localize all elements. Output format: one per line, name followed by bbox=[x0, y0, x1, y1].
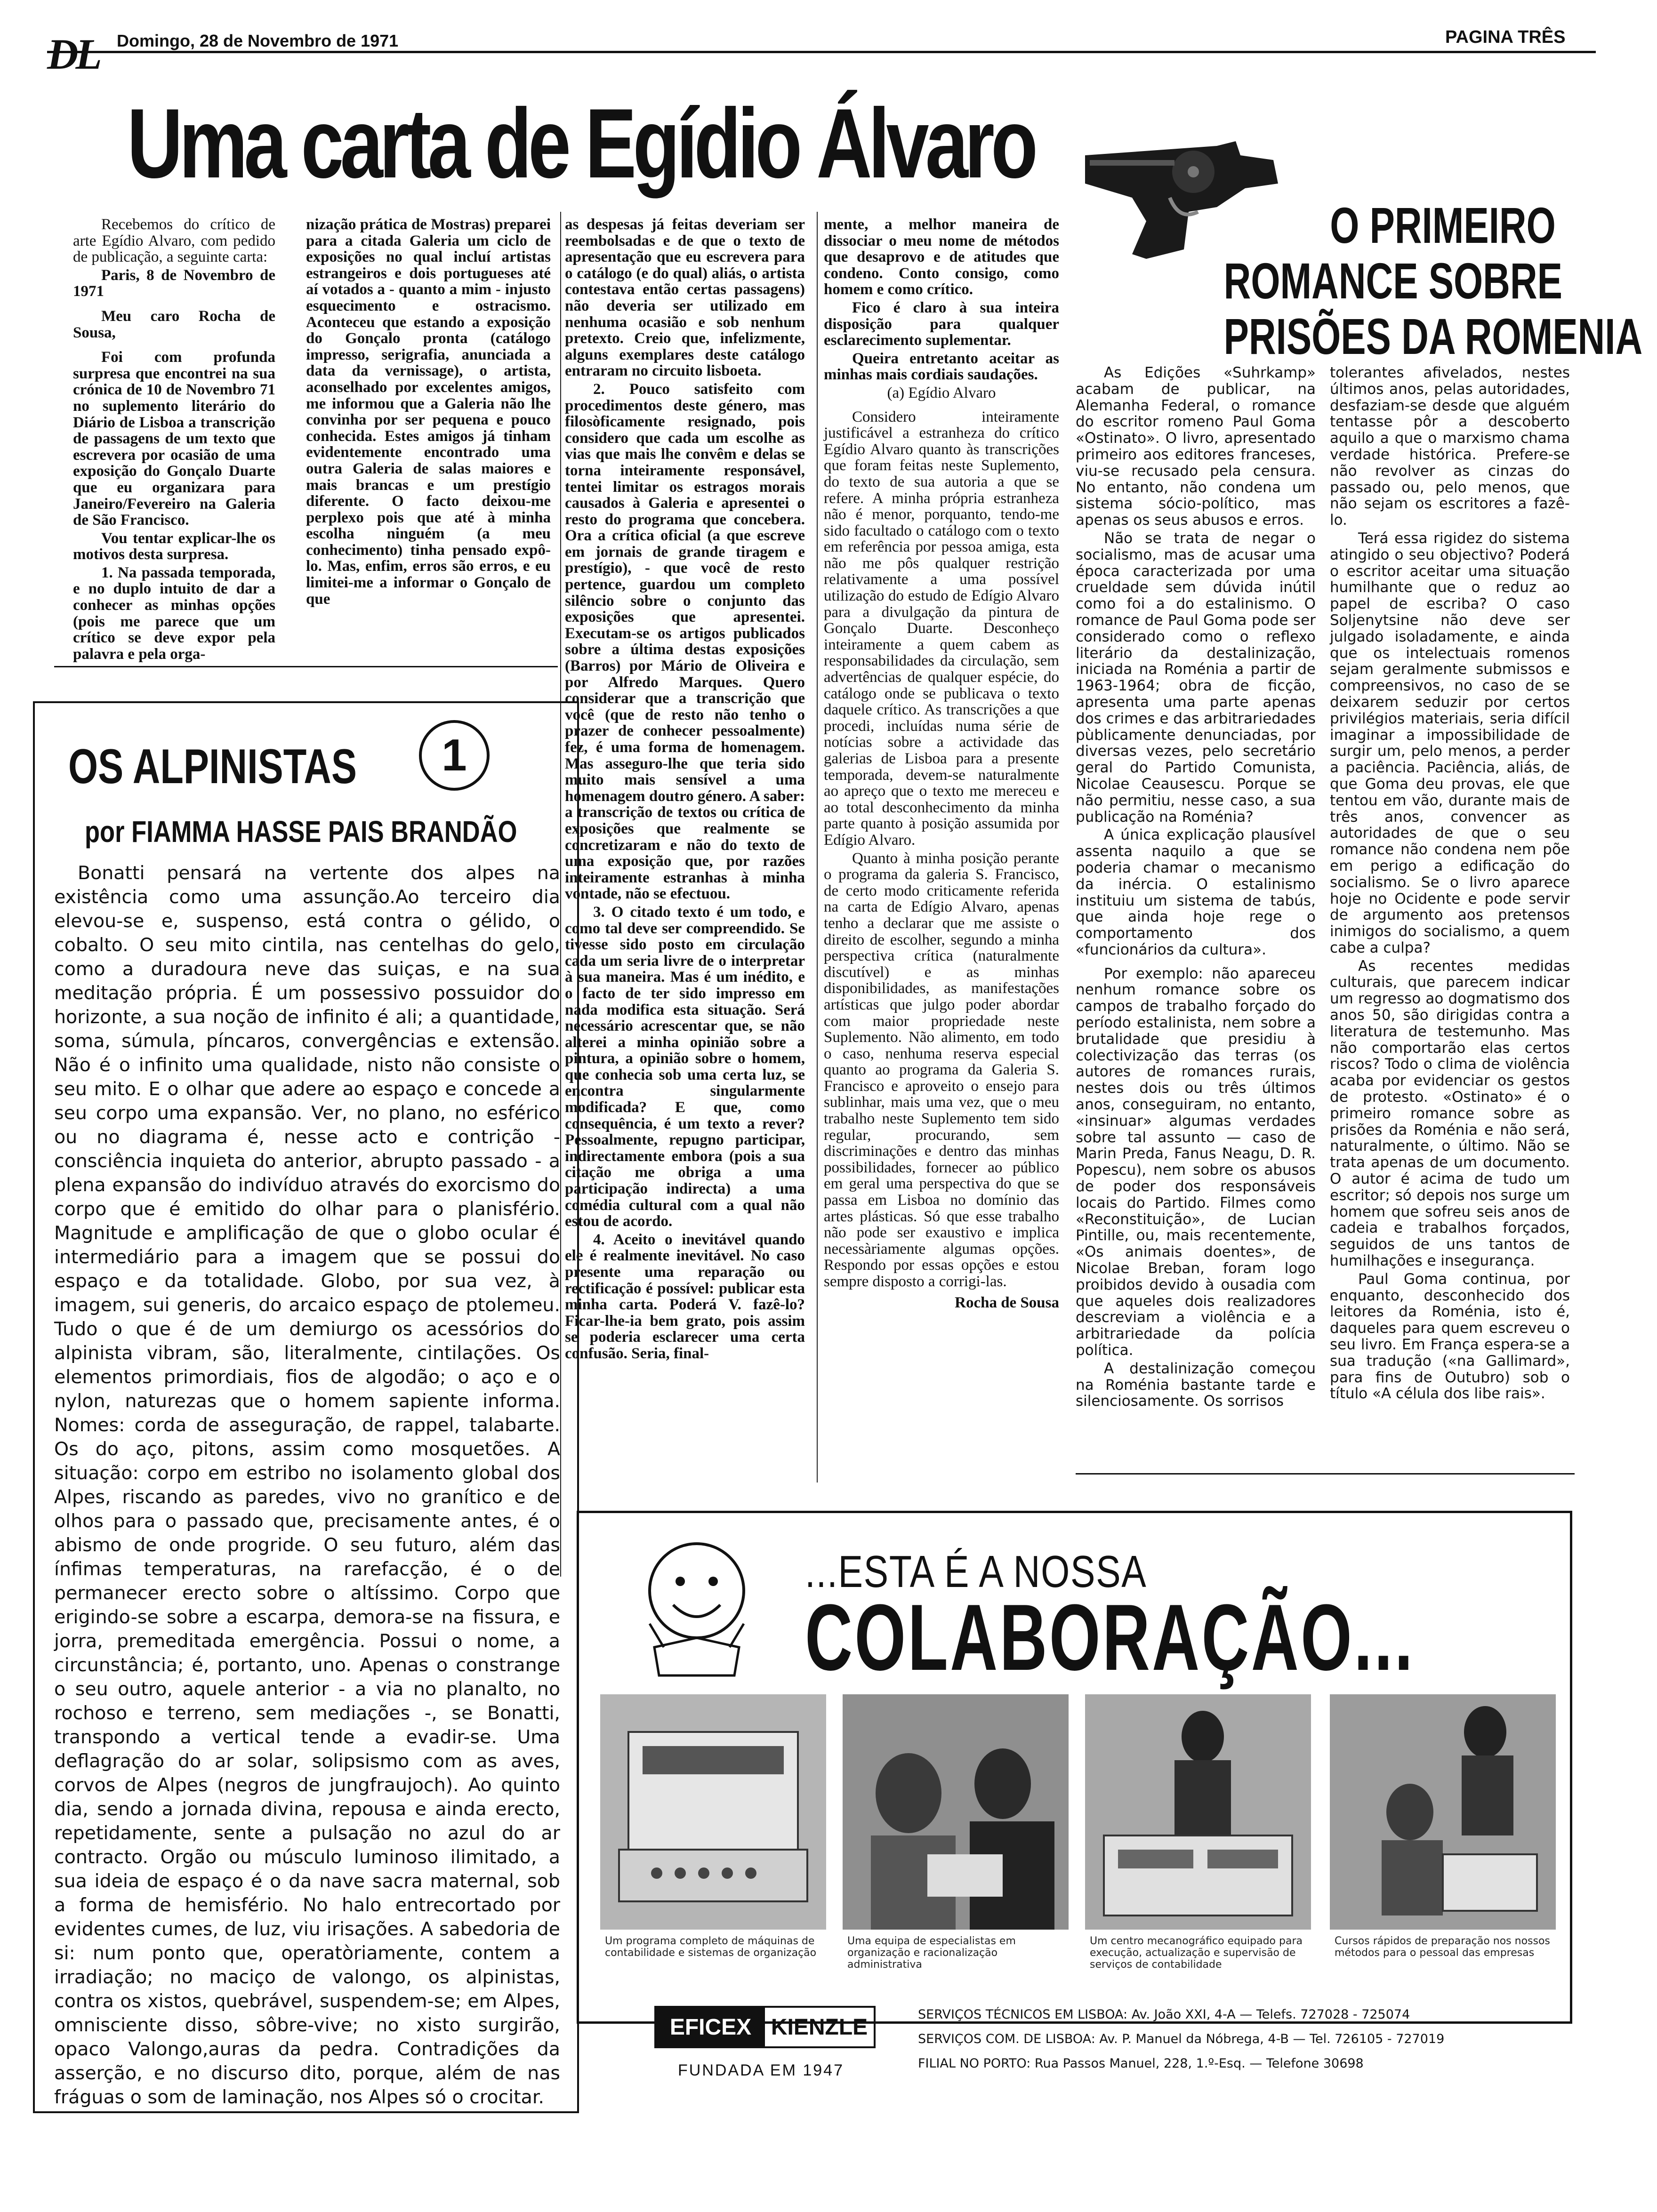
letter-paragraph: 4. Aceito o inevitável quando ele é realmente inevitável. No caso presente uma reparação ou rectificação é possível: publicar esta minha carta. Poderá V. fazê-lo? Ficar-lhe-ia bem grato, pois assim se poderia esclarecer uma certa confusão. Seria, final- bbox=[565, 1231, 805, 1362]
letter-paragraph: Fico é claro à sua inteira disposição para qualquer esclarecimento suplementar. bbox=[824, 299, 1059, 349]
reply-paragraph: Quanto à minha posição perante o programa da galeria S. Francisco, de certo modo criticamente referida na carta de Edígio Alvaro, apenas tenho a declarar que me assiste o direito de escolher, segundo a minha perspectiva crítica (naturalmente discutível) e as minhas disponibilidades, as manifestações artísticas que julgo poder abordar com maior propriedade neste Suplemento. Não alimento, em todo o caso, nenhuma reserva especial quanto ao programa da Galeria S. Francisco e aproveito o ensejo para sublinhar, mais uma vez, que o meu trabalho neste Suplemento tem sido regular, procurando, sem discriminações e dentro das minhas possibilidades, fornecer ao público em geral uma perspectiva do que se passa em Lisboa no domínio das artes plásticas. Só que esse trabalho não pode ser exaustivo e implica necessàriamente algumas opções. Respondo por essas opções e estou sempre disposto a corrigi-las. bbox=[824, 850, 1059, 1290]
letter-column-1 bbox=[73, 216, 275, 664]
service-address-line: SERVIÇOS COM. DE LISBOA: Av. P. Manuel da Nóbrega, 4-B — Tel. 726105 - 727019 bbox=[918, 2032, 1445, 2046]
romania-headline-line: ROMANCE SOBRE bbox=[1223, 252, 1562, 309]
ad-headline-top: ...ESTA É A NOSSA bbox=[805, 1547, 1147, 1597]
letter-column-2 bbox=[306, 216, 551, 609]
eficex-kienzle-logo bbox=[654, 2006, 876, 2048]
newspaper-logo: DL bbox=[47, 30, 99, 78]
romania-column-1 bbox=[1076, 365, 1316, 1411]
brand-eficex: EFICEX bbox=[656, 2008, 765, 2046]
reply-paragraph: Considero inteiramente justificável a estranheza do crítico Egídio Alvaro quanto às transcrições que foram feitas neste Suplemento, do texto de sua autoria a que se refere. A minha própria estranheza não é menor, porquanto, tendo-me sido facultado o catálogo com o texto em referência por pessoa amiga, esta não me pôs qualquer restrição relativamente a uma possível utilização do estudo de Edígio Alvaro para a divulgação da pintura de Gonçalo Duarte. Desconheço inteiramente a quem cabem as responsabilidades da circulação, sem advertências de qualquer espécie, do catálogo onde se publicava o texto daquele crítico. As transcrições a que procedi, incluídas numa série de notícias sobre a actividade das galerias de Lisboa para a presente temporada, devem-se naturalmente ao apreço que o texto me mereceu e ao total desconhecimento da minha parte quanto à posição assumida por Edígio Alvaro. bbox=[824, 408, 1059, 849]
service-addresses bbox=[918, 2003, 1568, 2076]
letter-paragraph: 1. Na passada temporada, e no duplo intuito de dar a conhecer as minhas opções (pois me parece que um crítico se deve expor pela palavra e pela orga- bbox=[73, 564, 275, 663]
letter-paragraph: nização prática de Mostras) preparei para a citada Galeria um ciclo de exposições no qual incluí artistas estrangeiros e dois portugueses até aí votados a - quanto a mim - injusto esquecimento e ostracismo. Aconteceu que estando a exposição do Gonçalo pronta (catálogo impresso, serigrafia, anunciada a data da vernissage), o artista, aconselhado por excelentes amigos, me informou que a Galeria não lhe convinha por ser pequena e pouco conhecida. Estes amigos já tinham evidentemente encontrado uma outra Galeria de salas maiores e mais brancas e um prestígio diferente. O facto deixou-me perplexo pois que até à minha escolha ninguém (a meu conhecimento) tinha pensado expô-lo. Mas, enfim, erros são erros, e eu limitei-me a informar o Gonçalo de que bbox=[306, 216, 551, 608]
ad-caption: Cursos rápidos de preparação nos nossos métodos para o pessoal das empresas bbox=[1335, 1935, 1550, 1959]
ad-photo-data-center bbox=[1085, 1694, 1311, 1930]
romania-headline-line: PRISÕES DA ROMENIA bbox=[1223, 308, 1643, 365]
letter-paragraph: mente, a melhor maneira de dissociar o meu nome de métodos que desaprovo e de atitudes que condeno. Conto consigo, como homem e como crítico. bbox=[824, 216, 1059, 298]
romania-headline-line: O PRIMEIRO bbox=[1330, 197, 1556, 254]
letter-salutation: Meu caro Rocha de Sousa, bbox=[73, 307, 275, 341]
service-address-line: SERVIÇOS TÉCNICOS EM LISBOA: Av. João XXI, 4-A — Telefs. 727028 - 725074 bbox=[918, 2007, 1410, 2022]
masthead-rule bbox=[47, 51, 1596, 53]
letter-paragraph: Queira entretanto aceitar as minhas mais cordiais saudações. bbox=[824, 350, 1059, 384]
romania-paragraph: A destalinização começou na Roménia bastante tarde e silenciosamente. Os sorrisos bbox=[1076, 1360, 1316, 1410]
letter-paragraph: as despesas já feitas deveriam ser reembolsadas e de que o texto de apresentação que eu escrevera para o catálogo (e do qual) aliás, o artista contestava então certas passagens) não deveria ser utilizado em nenhuma ocasião e sob nenhum pretexto. Creio que, infelizmente, alguns exemplares deste catálogo entraram no circuito lisboeta. bbox=[565, 216, 805, 380]
letter-paragraph: Foi com profunda surpresa que encontrei na sua crónica de 10 de Novembro 71 no suplemento literário do Diário de Lisboa a transcrição de passagens de um texto que escrevera por ocasião de uma exposição do Gonçalo Duarte que eu organizara para Janeiro/Fevereiro na Galeria de São Francisco. bbox=[73, 349, 275, 529]
alpinistas-byline: por FIAMMA HASSE PAIS BRANDÃO bbox=[85, 815, 517, 849]
alpinistas-paragraph: Bonatti pensará na vertente dos alpes na existência como uma assunção.Ao terceiro dia elevou-se e, suspenso, está contra o gélido, o cobalto. O seu mito cintila, nas centelhas do gelo, como a duradoura neve das suiças, e na sua meditação própria. É um possessivo possuidor do horizonte, a sua noção de infinito é ali; a quantidade, soma, súmula, píncaros, convergências e extensão. Não é o infinito uma qualidade, nisto não consiste o seu mito. E o olhar que adere ao espaço e concede a seu corpo uma expansão. Ver, no plano, no esférico ou no diagrama é, nesse acto e contrição - consciência inquieta do anterior, abrupto passado - a plena expansão do indivíduo através do exorcismo do corpo que é emitido do olhar para o planisfério. Magnitude e amplificação de que o globo ocular é intermediário para a imagem que se possui do espaço e da totalidade. Globo, por sua vez, à imagem, sui generis, do arcaico espaço de ptolemeu. Tudo o que é de um demiurgo os acessórios do alpinista vibram, são, literalmente, cintilações. Os elementos primordiais, fios de algodão; o aço e o nylon, naturezas que o homem sapiente informa. Nomes: corda de asseguração, de rappel, talabarte. Os do aço, pitons, assim como mosquetões. A situação: corpo em estribo no isolamento global dos Alpes, riscando as paredes, vivo no granítico e de olhos para o passado que, precisamente antes, é o abismo de onde progride. O seu futuro, além das ínfimas temperaturas, na rarefacção, é o de permanecer erecto sobre o altíssimo. Corpo que erigindo-se sobre a escarpa, demora-se na fissura, e jorra, premeditada emergência. Possui o nome, a circunstância; é, portanto, uno. Apenas o constrange o seu outro, aquele anterior - a via no planalto, no rochoso e terreno, sem mediações -, se Bonatti, transpondo a vertical tende a evadir-se. Uma deflagração do ar solar, solipsismo com as aves, corvos de Alpes (negros de jungfraujoch). Ao quinto dia, sendo a jornada divina, repousa e ainda erecto, repetidamente, sente a pulsação no azul do ar contracto. Orgão ou músculo luminoso ilimitado, a sua ideia de espaço é o da nave sacra maternal, sob a forma de hemisfério. No halo entrecortado por evidentes cumes, de luz, viu irisações. A sabedoria de si: num ponto que, operatòriamente, contem a irradiação; no maciço de valongo, os alpinistas, contra os xistos, quebrável, suspendem-se; em Alpes, omnisciente disso, sôbre-vive; no xisto surgirão, opaco Valongo,auras da pedra. Contradições da asserção, e no discurso dito, porque, além de nas fráguas o som de laminação, nos Alpes só o crocitar. bbox=[54, 862, 560, 2108]
installment-number: 1 bbox=[419, 720, 490, 791]
letter-column-3 bbox=[565, 216, 805, 1364]
ad-photo-training bbox=[1330, 1694, 1556, 1930]
romania-paragraph: As Edições «Suhrkamp» acabam de publicar, na Alemanha Federal, o romance do escritor romeno Paul Goma «Ostinato». O livro, apresentado primeiro aos editores franceses, viu-se recusado pela censura. No entanto, não condena um sistema sócio-político, mas apenas os seus abusos e erros. bbox=[1076, 364, 1316, 529]
section-rule bbox=[1076, 1473, 1575, 1475]
letter-column-4 bbox=[824, 216, 1059, 1313]
romania-column-2 bbox=[1330, 365, 1570, 1404]
letter-paragraph: 2. Pouco satisfeito com procedimentos deste género, mas filosòficamente resignado, pois considero que cada um escolhe as vias que mais lhe convêm e delas se torna inteiramente responsável, tentei limitar os estragos morais causados à Galeria e apresentei o resto do programa que concebera. Ora a crítica oficial (a que escreve em jornais de grande tiragem e prestígio), - que você de resto pertence, guardou um completo silêncio sobre o conjunto das exposições que apresentei. Executam-se os artigos publicados sobre a última destas exposições (Barros) por Mário de Oliveira e por Alfredo Marques. Quero considerar que a transcrição que você (que de resto não tenho o prazer de conhecer pessoalmente) fez, é uma forma de homenagem. Mas asseguro-lhe que teria sido muito mais sensível a uma homenagem doutro género. A saber: a transcrição de textos ou crítica de exposições que realmente se concretizaram e não do texto de uma exposição que, por razões inteiramente estranhas à minha vontade, não se efectuou. bbox=[565, 380, 805, 903]
alpinistas-body bbox=[54, 861, 560, 2109]
letter-paragraph: 3. O citado texto é um todo, e como tal deve ser compreendido. Se tivesse sido posto em circulação cada um seria livre de o interpretar à sua maneira. Mas é um inédito, e o facto de ter sido impresso em nada modifica esta situação. Será necessário acrescentar que, se não alterei a minha opinião sobre a pintura, a opinião sobre o homem, que conhecia sob uma certa luz, se encontra singularmente modificada? E que, como consequência, é um texto a rever? Pessoalmente, repugno participar, indirectamente embora (pois a sua citação me obriga a uma participação indirecta) a uma comédia cultural com a qual não estou de acordo. bbox=[565, 903, 805, 1230]
letter-paragraph: Recebemos do crítico de arte Egídio Alvaro, com pedido de publicação, a seguinte carta: bbox=[73, 216, 275, 266]
romania-paragraph: tolerantes afivelados, nestes últimos anos, pelas autoridades, desfaziam-se desde que alguém tentasse pôr a descoberto aquilo a que o marxismo chama verdade histórica. Prefere-se não revolver as cinzas do passado ou, pelo menos, que não sejam os escritores a fazê-lo. bbox=[1330, 364, 1570, 529]
letter-dateline: Paris, 8 de Novembro de 1971 bbox=[73, 266, 275, 300]
ad-caption: Uma equipa de especialistas em organização e racionalização administrativa bbox=[847, 1935, 1016, 1971]
ad-headline-main: COLABORAÇÃO... bbox=[805, 1585, 1415, 1690]
ad-photo-accounting-machine bbox=[600, 1694, 826, 1930]
romania-paragraph: Paul Goma continua, por enquanto, desconhecido dos leitores da Roménia, isto é, daqueles para quem escreveu o seu livro. Em França espera-se a sua tradução («na Gallimard», para fins de Outubro) sob o título «A célula dos libe rais». bbox=[1330, 1270, 1570, 1403]
romania-headline bbox=[1167, 197, 1643, 365]
issue-date: Domingo, 28 de Novembro de 1971 bbox=[117, 31, 399, 50]
romania-paragraph: Terá essa rigidez do sistema atingido o seu objectivo? Poderá o escritor aceitar uma situação humilhante que o reduz ao papel de escriba? O caso Soljenytsine não deve ser julgado isoladamente, e ainda que os intelectuais romenos sejam geralmente submissos e compreensivos, no caso de se deixarem seduzir por certos privilégios materiais, seria difícil imaginar a impossibilidade de surgir um, pelo menos, a perder a paciência. Paciência, aliás, de que Goma deu provas, ele que tentou em vão, durante mais de três anos, convencer as autoridades de que o seu romance não condena nem põe em perigo a edificação do socialismo. Se o livro aparece hoje no Ocidente e pode servir de argumento aos pretensos inimigos do socialismo, a quem cabe a culpa? bbox=[1330, 529, 1570, 956]
mascot-illustration bbox=[621, 1534, 777, 1690]
romania-paragraph: Por exemplo: não apareceu nenhum romance sobre os campos de trabalho forçado do período estalinista, nem sobre a brutalidade que presidiu à colectivização das terras (os autores de romances rurais, nestes dois ou três últimos anos, conseguiram, no entanto, «insinuar» algumas verdades sobre tal assunto — caso de Marin Preda, Fanus Neagu, D. R. Popescu), nem sobre os abusos de poder dos responsáveis locais do Partido. Filmes como «Reconstituição», de Lucian Pintille, ou, mais recentemente, «Os animais doentes», de Nicolae Breban, foram logo proibidos devido à ousadia com que aqueles dois realizadores descreviam a violência e a arbitrariedade da polícia política. bbox=[1076, 965, 1316, 1359]
reply-signature: Rocha de Sousa bbox=[955, 1294, 1059, 1311]
brand-kienzle: KIENZLE bbox=[771, 2014, 868, 2040]
letter-headline: Uma carta de Egídio Álvaro bbox=[127, 88, 1035, 199]
romania-paragraph: A única explicação plausível assenta naquilo a que se poderia chamar o mecanismo da inércia. O estalinismo instituiu um sistema de tabús, que ainda hoje rege o comportamento dos «funcionários da cultura». bbox=[1076, 826, 1316, 958]
ad-caption: Um programa completo de máquinas de contabilidade e sistemas de organização bbox=[605, 1935, 817, 1959]
page-label: PAGINA TRÊS bbox=[1445, 27, 1566, 47]
column-rule bbox=[817, 212, 818, 1483]
founded-year: FUNDADA EM 1947 bbox=[678, 2061, 844, 2079]
section-rule bbox=[54, 666, 558, 667]
romania-paragraph: Não se trata de negar o socialismo, mas de acusar uma época caracterizada por uma crueldade sem dúvida inútil como foi a do estalinismo. O romance de Paul Goma pode ser considerado como o reflexo literário da destalinização, iniciada na Roménia a partir de 1963-1964; obra de ficção, apresenta uma parte apenas dos crimes e das arbitrariedades pùblicamente denunciadas, por diversas vezes, pelo secretário geral do Partido Comunista, Nicolae Ceausescu. Porque se não permitiu, nesse caso, a sua publicação na Roménia? bbox=[1076, 529, 1316, 825]
ad-photo-specialists bbox=[843, 1694, 1069, 1930]
ad-caption: Um centro mecanográfico equipado para execução, actualização e supervisão de serviços de contabilidade bbox=[1090, 1935, 1303, 1971]
letter-signature: (a) Egídio Alvaro bbox=[887, 384, 996, 401]
alpinistas-title: OS ALPINISTAS bbox=[68, 739, 357, 794]
romania-paragraph: As recentes medidas culturais, que parecem indicar um regresso ao dogmatismo dos anos 50, são dirigidas contra a literatura de testemunho. Mas não comportarão elas certos riscos? Todo o clima de violência acaba por evidenciar os gestos de protesto. «Ostinato» é o primeiro romance sobre as prisões da Roménia e não será, naturalmente, o último. Não se trata apenas de um documento. O autor é acima de tudo um escritor; só depois nos surge um homem que sofreu seis anos de cadeia e trabalhos forçados, seguidos de uns tantos de humilhações e insegurança. bbox=[1330, 957, 1570, 1270]
letter-paragraph: Vou tentar explicar-lhe os motivos desta surpresa. bbox=[73, 529, 275, 563]
service-address-line: FILIAL NO PORTO: Rua Passos Manuel, 228, 1.º-Esq. — Telefone 30698 bbox=[918, 2056, 1364, 2071]
